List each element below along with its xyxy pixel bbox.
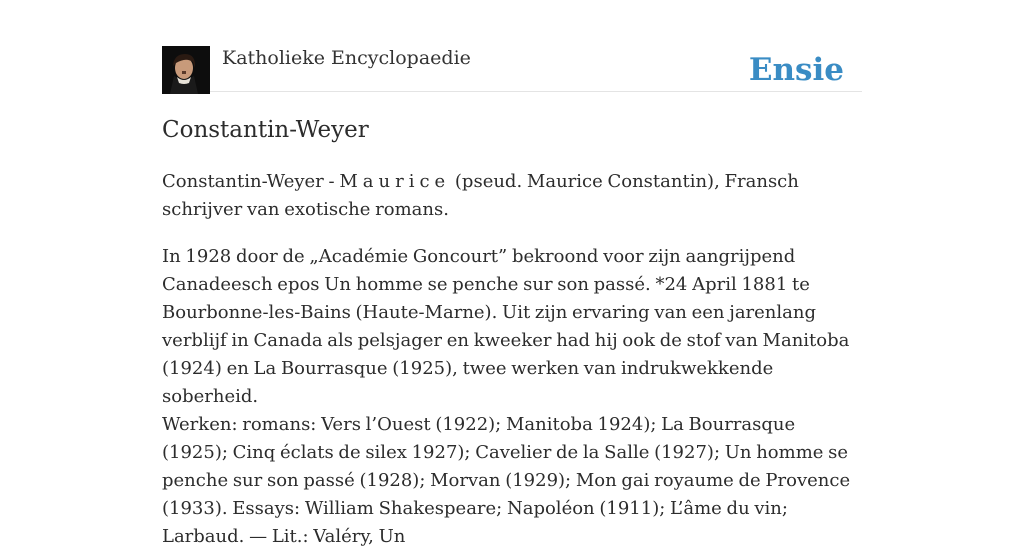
intro-rest: (pseud. Maurice Constantin), Fransch schrijver van exotische romans. <box>162 171 799 220</box>
body-paragraph: In 1928 door de „Académie Goncourt” bekroond voor zijn aangrijpend Canadeesch epos Un homme se penche sur son passé. *24 April 1881 te Bourbonne-les-Bains (Haute-Marne). Uit zijn ervaring van een jarenlang verblijf in Canada als pelsjager en kweeker had hij ook de stof van Manitoba (1924) en La Bourrasque (1925), twee werken van indrukwekkende soberheid. <box>162 246 850 407</box>
site-name[interactable]: Katholieke Encyclopaedie <box>222 47 471 69</box>
page-title: Constantin-Weyer <box>162 117 369 143</box>
portrait-avatar-icon[interactable] <box>162 46 210 94</box>
site-header <box>162 44 862 92</box>
intro-spaced-name: Maurice <box>339 171 451 192</box>
page <box>162 0 862 547</box>
ensie-logo[interactable]: Ensie <box>748 52 844 88</box>
intro-lead: Constantin-Weyer - <box>162 171 340 192</box>
intro-paragraph <box>162 168 862 224</box>
works-paragraph: Werken: romans: Vers l’Ouest (1922); Manitoba 1924); La Bourrasque (1925); Cinq éclats de silex 1927); Cavelier de la Salle (1927); Un homme se penche sur son passé (1928); Morvan (1929); Mon gai royaume de Provence (1933). Essays: William Shakespeare; Napoléon (1911); L’âme du vin; Larbaud. — Lit.: Valéry, Un <box>162 414 851 547</box>
